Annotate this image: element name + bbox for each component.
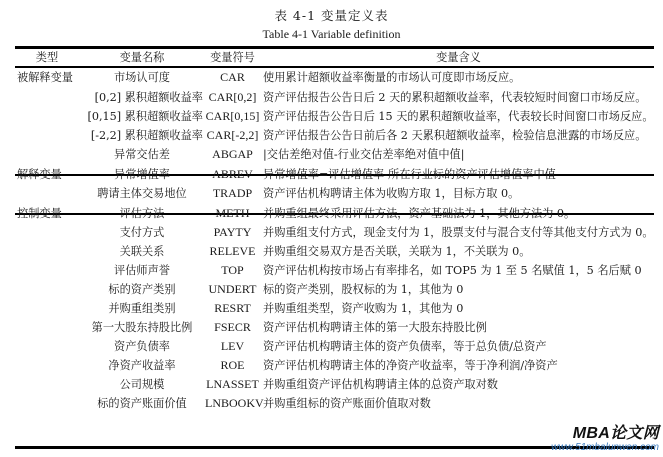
var-meaning: 异常增值率=评估增值率-所在行业标的资产评估增值率中值 <box>263 167 556 181</box>
var-name: 异常增值率 <box>114 167 170 181</box>
var-name: 聘请主体交易地位 <box>97 187 187 200</box>
var-name: 标的资产账面价值 <box>97 397 187 410</box>
var-meaning: 资产评估机构聘请主体的资产负债率，等于总负债/总资产 <box>263 340 547 353</box>
var-name: 评估方法 <box>119 206 165 220</box>
watermark <box>551 425 659 453</box>
table-row <box>15 261 654 280</box>
var-meaning: 资产评估机构按市场占有率排名，如 TOP5 为 1 至 5 名赋值 1，5 名后赋 0 <box>263 264 642 277</box>
var-symbol: LEV <box>220 339 245 353</box>
table-row <box>15 184 654 203</box>
var-meaning: 标的资产类别，股权标的为 1，其他为 0 <box>263 283 464 296</box>
var-meaning: 并购重组交易双方是否关联，关联为 1，不关联为 0。 <box>263 245 531 258</box>
var-meaning: 并购重组资产评估机构聘请主体的总资产取对数 <box>263 378 498 391</box>
var-name: 净资产收益率 <box>108 359 176 372</box>
var-meaning: 资产评估报告公告日后 15 天的累积超额收益率，代表较长时间窗口市场反应。 <box>263 110 654 123</box>
var-symbol: CAR[0,15] <box>205 109 260 123</box>
table-row <box>15 107 654 126</box>
var-name: 资产负债率 <box>114 340 170 353</box>
var-name: 公司规模 <box>119 378 165 391</box>
table-row <box>15 375 654 394</box>
var-name: 评估师声誉 <box>114 264 170 277</box>
table-row <box>15 145 654 164</box>
var-name: [0,2] 累积超额收益率 <box>94 91 203 104</box>
header-var-meaning: 变量含义 <box>436 51 481 64</box>
table-row <box>15 223 654 242</box>
var-name: 关联关系 <box>119 245 165 258</box>
var-symbol: CAR[-2,2] <box>206 128 259 142</box>
section-type: 解释变量 <box>17 167 62 181</box>
var-symbol: LNBOOKV <box>205 396 264 410</box>
var-meaning: 资产评估报告公告日前后各 2 天累积超额收益率，检验信息泄露的市场反应。 <box>263 129 647 142</box>
table-row <box>15 203 654 223</box>
var-meaning: 并购重组支付方式，现金支付为 1，股票支付与混合支付等其他支付方式为 0。 <box>263 226 654 239</box>
table-row <box>15 164 654 184</box>
var-symbol: ABREV <box>212 166 253 181</box>
var-meaning: 资产评估报告公告日后 2 天的累积超额收益率，代表较短时间窗口市场反应。 <box>263 91 647 104</box>
var-meaning: 并购重组标的资产账面价值取对数 <box>263 397 431 410</box>
table-row <box>15 318 654 337</box>
header-type: 类型 <box>35 51 59 64</box>
variable-definition-table <box>15 49 654 413</box>
var-symbol: PAYTY <box>213 225 252 239</box>
header-var-name: 变量名称 <box>119 51 165 64</box>
var-symbol: FSECR <box>214 320 251 334</box>
header-row <box>15 49 654 67</box>
var-meaning: 资产评估机构聘请主体的净资产收益率，等于净利润/净资产 <box>263 359 558 372</box>
var-name: 支付方式 <box>119 226 165 239</box>
var-meaning: 资产评估机构聘请主体的第一大股东持股比例 <box>263 321 487 334</box>
table-row <box>15 280 654 299</box>
table-row <box>15 126 654 145</box>
watermark-logo-text: MBA论文网 <box>572 425 659 442</box>
var-symbol: LNASSET <box>206 377 259 391</box>
var-symbol: TRADP <box>212 186 253 200</box>
table-row <box>15 242 654 261</box>
section-type: 控制变量 <box>17 206 62 220</box>
var-name: 异常交估差 <box>114 148 170 161</box>
var-symbol: TOP <box>221 263 244 277</box>
var-meaning: 并购重组最终采用评估方法，资产基础法为 1，其他方法为 0。 <box>263 206 576 220</box>
table-row <box>15 394 654 413</box>
table-caption-cn: 表 4-1 变量定义表 <box>274 8 389 23</box>
table-row <box>15 299 654 318</box>
table-caption-en: Table 4-1 Variable definition <box>262 27 401 41</box>
var-meaning: |交估差绝对值-行业交估差率绝对值中值| <box>263 148 465 161</box>
var-name: 标的资产类别 <box>108 283 176 296</box>
table-row <box>15 337 654 356</box>
var-symbol: RELEVE <box>209 244 256 258</box>
var-symbol: ABGAP <box>212 147 253 161</box>
section-type: 被解释变量 <box>17 71 73 84</box>
var-symbol: METH <box>215 205 250 220</box>
var-meaning: 使用累计超额收益率衡量的市场认可度即市场反应。 <box>263 71 521 84</box>
var-name: [0,15] 累积超额收益率 <box>87 110 203 123</box>
table-row <box>15 88 654 107</box>
table-row <box>15 356 654 375</box>
var-name: 第一大股东持股比例 <box>91 321 193 334</box>
var-symbol: CAR[0,2] <box>208 90 257 104</box>
var-meaning: 资产评估机构聘请主体为收购方取 1，目标方取 0。 <box>263 187 520 200</box>
table-row <box>15 67 654 88</box>
var-symbol: UNDERT <box>208 282 257 296</box>
watermark-url: www.51mbalunwen.com <box>551 442 659 453</box>
var-symbol: RESRT <box>214 301 251 315</box>
var-symbol: ROE <box>220 358 245 372</box>
header-var-symbol: 变量符号 <box>210 51 255 64</box>
var-name: [-2,2] 累积超额收益率 <box>90 129 203 142</box>
var-symbol: CAR <box>220 70 245 84</box>
var-name: 并购重组类别 <box>108 302 176 315</box>
var-name: 市场认可度 <box>114 71 170 84</box>
var-meaning: 并购重组类型，资产收购为 1，其他为 0 <box>263 302 464 315</box>
